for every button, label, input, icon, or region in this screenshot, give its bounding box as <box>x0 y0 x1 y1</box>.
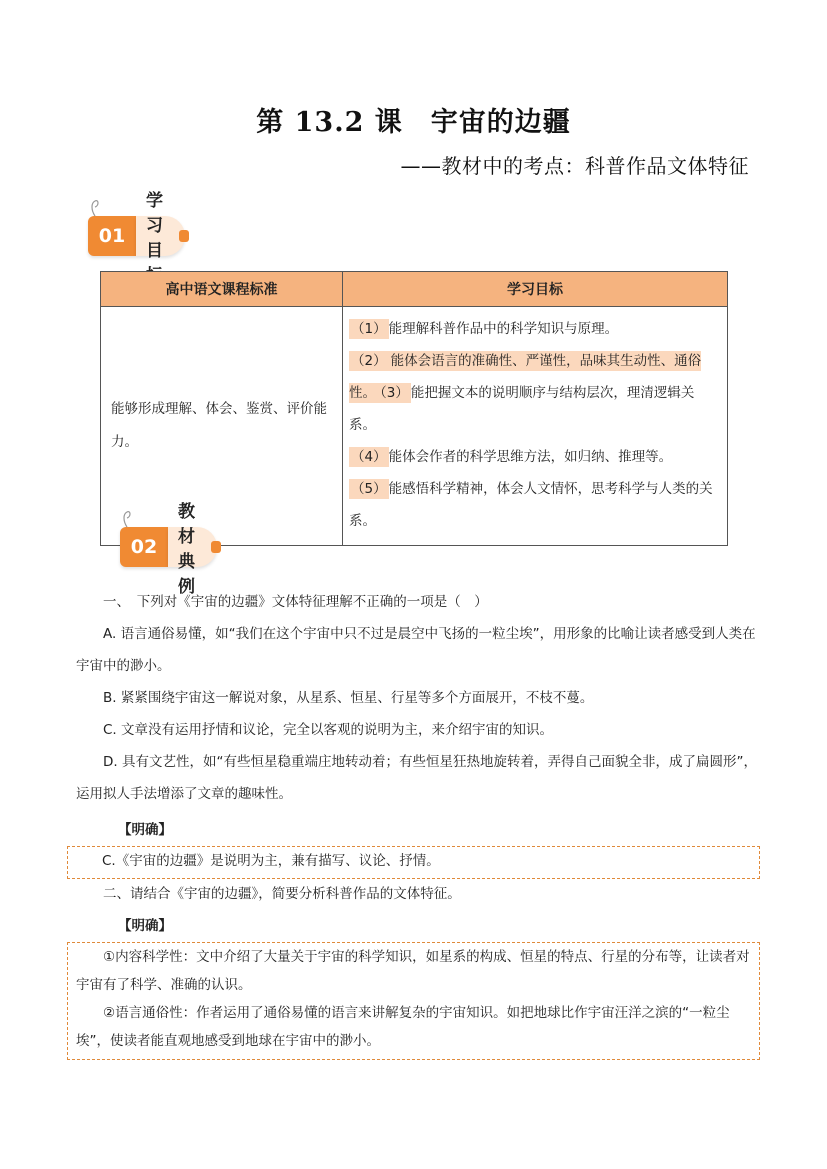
hook-icon <box>122 509 132 527</box>
option-b: B. 紧紧围绕宇宙这一解说对象，从星系、恒星、行星等多个方面展开，不枝不蔓。 <box>103 690 594 706</box>
objective-text: 能把握文本的说明顺序与结构层次，理清逻辑关系。 <box>349 385 695 433</box>
question-1 <box>76 586 760 810</box>
answer-box-2 <box>67 942 760 1060</box>
answer-point: ②语言通俗性：作者运用了通俗易懂的语言来讲解复杂的宇宙知识。如把地球比作宇宙汪洋之滨的“一粒尘埃”，使读者能直观地感受到地球在宇宙中的渺小。 <box>76 1005 730 1049</box>
option-d: D. 具有文艺性，如“有些恒星稳重端庄地转动着；有些恒星狂热地旋转着，弄得自己面貌全非，成了扁圆形”，运用拟人手法增添了文章的趣味性。 <box>76 754 757 802</box>
objective-text: 能体会语言的准确性、严谨性，品味其生动性、通俗性。 <box>349 353 702 401</box>
option-a: A. 语言通俗易懂，如“我们在这个宇宙中只不过是晨空中飞扬的一粒尘埃”，用形象的比喻让读者感受到人类在宇宙中的渺小。 <box>76 626 756 674</box>
section-label: 教材典例 <box>168 527 217 567</box>
section-number: 01 <box>88 216 136 256</box>
answer-point: ①内容科学性：文中介绍了大量关于宇宙的科学知识，如星系的构成、恒星的特点、行星的分布等，让读者对宇宙有了科学、准确的认识。 <box>76 949 750 993</box>
question-stem: 一、 下列对《宇宙的边疆》文体特征理解不正确的一项是（ ） <box>103 594 488 610</box>
table-header-standard: 高中语文课程标准 <box>101 272 343 307</box>
section-label: 学习目 <box>136 216 185 256</box>
objective-marker: （5） <box>351 481 387 497</box>
objective-item <box>349 345 721 441</box>
objective-marker: （4） <box>351 449 387 465</box>
hook-icon <box>90 198 100 216</box>
objective-text: 能理解科普作品中的科学知识与原理。 <box>388 321 619 337</box>
objectives-cell <box>343 307 728 546</box>
page-title: 第 13.2 课 宇宙的边疆 <box>256 107 571 138</box>
objective-item <box>349 313 721 345</box>
objective-marker: （2） <box>351 353 387 369</box>
objective-text: 能感悟科学精神，体会人文情怀，思考科学与人类的关系。 <box>349 481 713 529</box>
question-2-stem: 二、请结合《宇宙的边疆》，简要分析科普作品的文体特征。 <box>103 886 461 902</box>
objective-text: 能体会作者的科学思维方法，如归纳、推理等。 <box>388 449 673 465</box>
answer-text: C.《宇宙的边疆》是说明为主，兼有描写、议论、抒情。 <box>102 853 440 869</box>
objective-item <box>349 473 721 537</box>
objective-item <box>349 441 721 473</box>
answer-box-1 <box>67 846 760 879</box>
answer-label-1: 【明确】 <box>118 822 172 838</box>
page-subtitle: ——教材中的考点：科普作品文体特征 <box>400 154 749 178</box>
standard-cell: 能够形成理解、体会、鉴赏、评价能力。 <box>101 307 343 546</box>
answer-label-2: 【明确】 <box>118 918 172 934</box>
section-number: 02 <box>120 527 168 567</box>
table-header-objectives: 学习目标 <box>343 272 728 307</box>
objective-marker: （1） <box>351 321 387 337</box>
objective-marker: （3） <box>380 385 409 401</box>
option-c: C. 文章没有运用抒情和议论，完全以客观的说明为主，来介绍宇宙的知识。 <box>103 722 554 738</box>
